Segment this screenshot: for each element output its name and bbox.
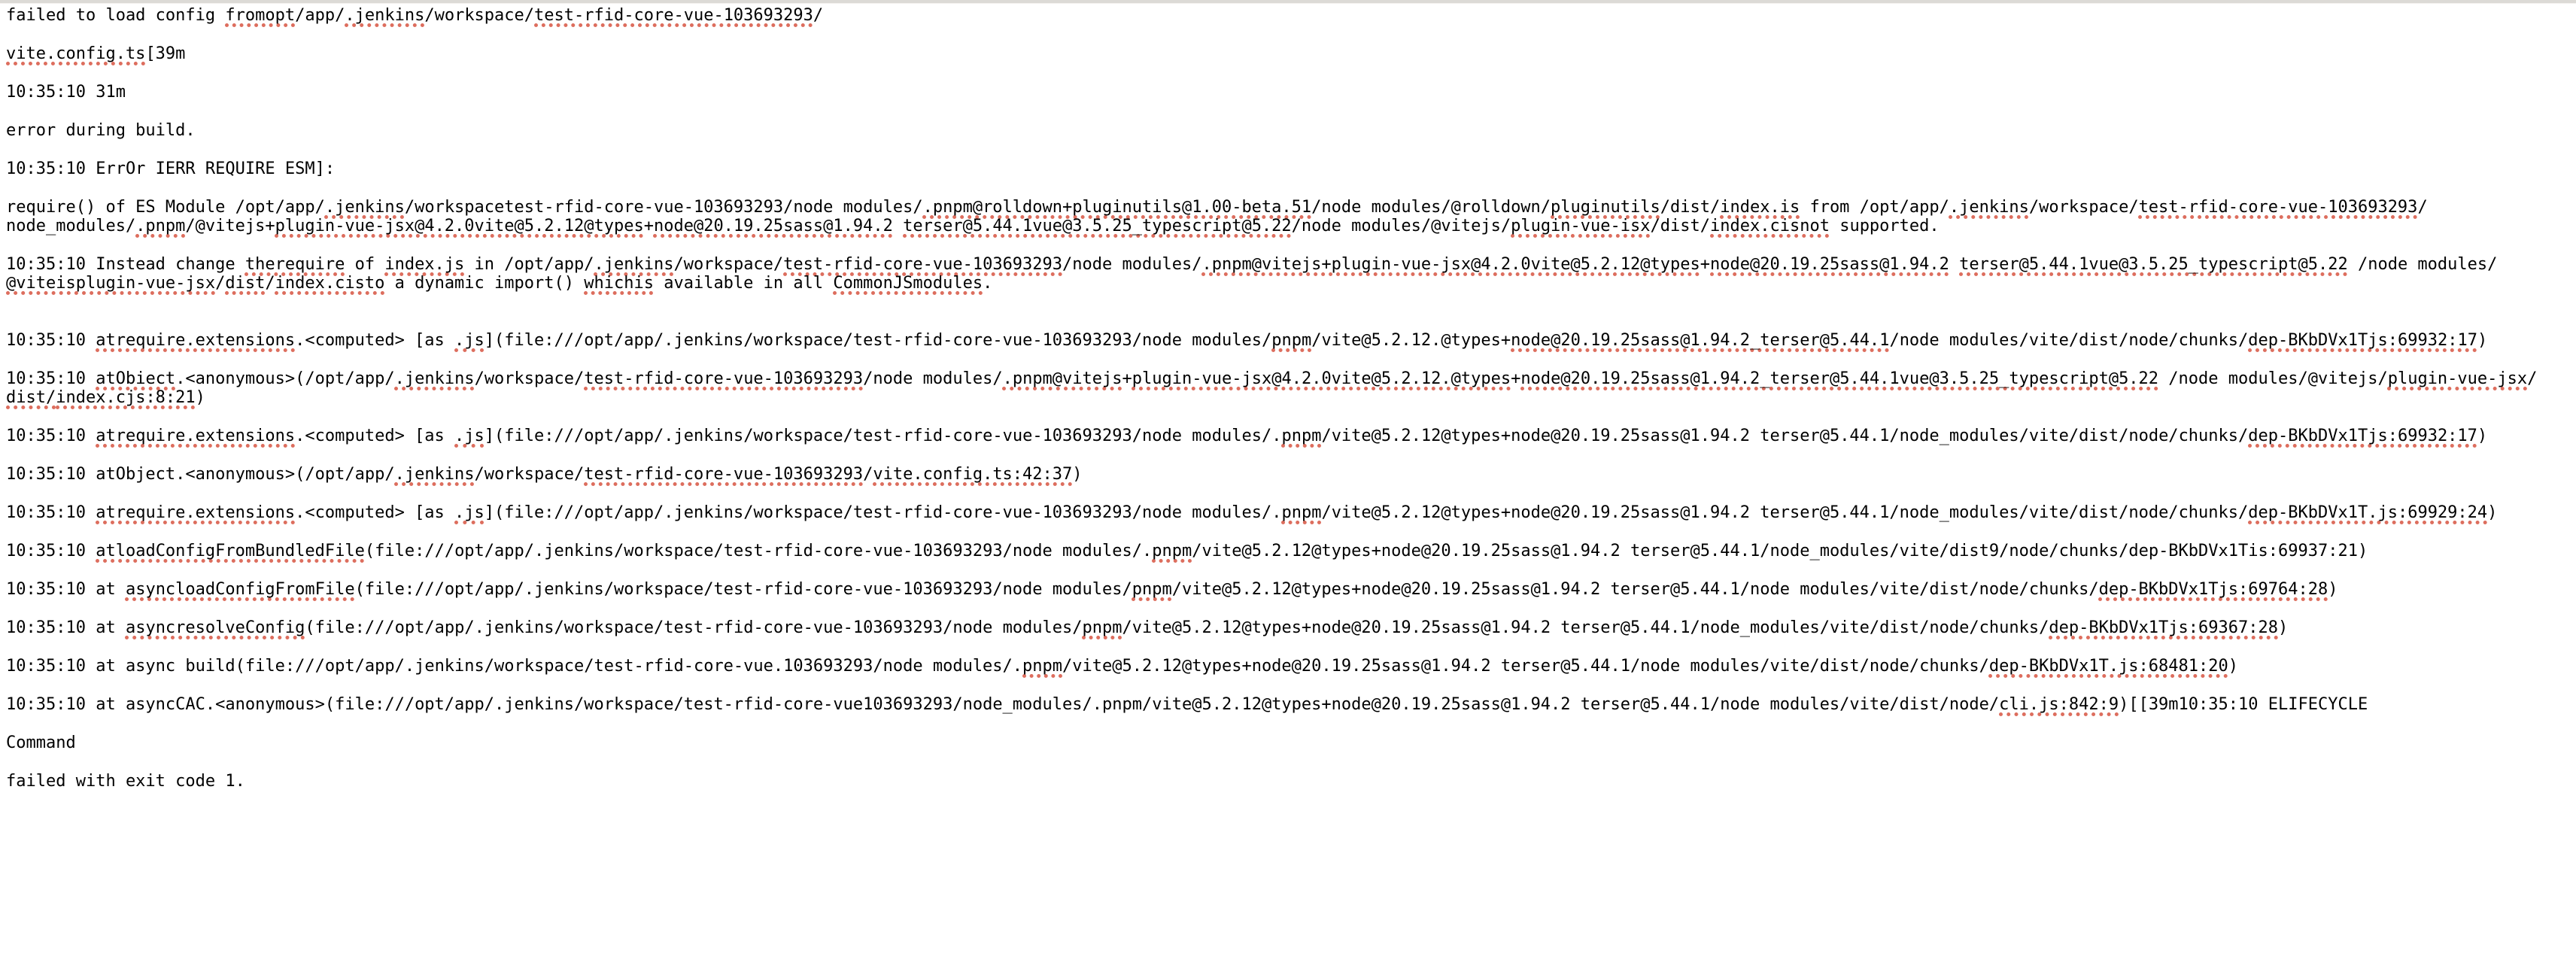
log-text: + xyxy=(1700,255,1710,274)
spellcheck-flagged-text: fromopt xyxy=(225,6,296,25)
log-text: / xyxy=(215,274,226,293)
spellcheck-flagged-text: .jenkins xyxy=(394,465,475,484)
spellcheck-flagged-text: node@20.19.25sass@1.94.2_terser@5.44.1vue@3.5.25_typescript@5.22 xyxy=(1520,369,2159,388)
log-line xyxy=(6,198,2553,235)
log-text: / xyxy=(265,274,275,293)
spellcheck-flagged-text: plugin-vue-jsx@4.2.0vite@5.2.12@types xyxy=(275,217,644,235)
log-text: .<computed> [as xyxy=(295,503,455,522)
log-text: + xyxy=(1511,369,1521,388)
log-text: /vite@5.2.12@types+node@20.19.25sass@1.94.2 terser@5.44.1/node_modules/vite/dist/node/chunks/ xyxy=(1321,427,2249,445)
log-line xyxy=(6,465,2553,484)
spellcheck-flagged-text: .jenkins xyxy=(594,255,674,274)
log-text: /workspace/ xyxy=(424,6,535,25)
log-line xyxy=(6,159,2553,178)
log-text: of xyxy=(345,255,385,274)
log-text: /dist/ xyxy=(1650,217,1710,235)
log-text xyxy=(1949,255,1959,274)
log-text: /workspace/ xyxy=(474,369,585,388)
spellcheck-flagged-text: test-rfid-core-vue-103693293 xyxy=(534,6,813,25)
log-text: /vite@5.2.12@types+node@20.19.25sass@1.94.2 terser@5.44.1/node_modules/vite/dist/node/chunks/ xyxy=(1321,503,2249,522)
spellcheck-flagged-text: test-rfid-core-vue-103693293 xyxy=(2138,198,2418,217)
spellcheck-flagged-text: dep-BKbDVx1T.js:69929:24 xyxy=(2248,503,2488,522)
log-text: ) xyxy=(2487,503,2498,522)
log-text: ) xyxy=(2278,618,2289,637)
log-text: /node modules/ xyxy=(2347,255,2498,274)
log-text: from /opt/app/ xyxy=(1800,198,1949,217)
log-text: /node modules/@vitejs/ xyxy=(1291,217,1511,235)
log-text: /app/ xyxy=(295,6,345,25)
log-text: /workspace/ xyxy=(673,255,784,274)
log-text: ) xyxy=(2328,580,2338,599)
log-text: /node modules/vite/dist/node/chunks/ xyxy=(1889,331,2249,350)
spellcheck-flagged-text: atrequire.extensions xyxy=(96,503,296,522)
log-text: /node modules/ xyxy=(863,369,1003,388)
spellcheck-flagged-text: .pnpm@rolldown+pluginutils@1.00-beta.51 xyxy=(922,198,1312,217)
log-line xyxy=(6,121,2553,140)
log-text: 10:35:10 at xyxy=(6,580,126,599)
spellcheck-flagged-text: .pnpm xyxy=(135,217,186,235)
log-text: ](file:///opt/app/.jenkins/workspace/test-rfid-core-vue-103693293/node modules/. xyxy=(484,503,1282,522)
spellcheck-flagged-text: node@20.19.25sass@1.94.2_terser@5.44.1 xyxy=(1511,331,1890,350)
log-text: a dynamic import() xyxy=(384,274,585,293)
log-text: + xyxy=(1122,369,1132,388)
spellcheck-flagged-text: dep-BKbDVx1Tjs:69932:17 xyxy=(2248,331,2477,350)
spellcheck-flagged-text: pnpm xyxy=(1281,427,1322,445)
log-text: 10:35:10 atObject.<anonymous>(/opt/app/ xyxy=(6,465,395,484)
spellcheck-flagged-text: index.is xyxy=(1720,198,1800,217)
spellcheck-flagged-text: pnpm xyxy=(1152,542,1192,560)
log-line xyxy=(6,255,2553,293)
spellcheck-flagged-text: plugin-vue-jsx@4.2.0vite@5.2.12.@types xyxy=(1132,369,1511,388)
spellcheck-flagged-text: pnpm xyxy=(1271,331,1312,350)
log-text: 10:35:10 xyxy=(6,503,96,522)
log-text: failed with exit code 1. xyxy=(6,772,245,791)
log-text: /vite@5.2.12@types+node@20.19.25sass@1.94.2 terser@5.44.1/node modules/vite/dist/node/chunks/ xyxy=(1171,580,2099,599)
build-log-output[interactable] xyxy=(0,4,2576,791)
spellcheck-flagged-text: .jenkins xyxy=(324,198,405,217)
spellcheck-flagged-text: asyncloadConfigFromFile xyxy=(125,580,355,599)
log-line xyxy=(6,657,2553,676)
log-text: [39m xyxy=(145,44,186,63)
log-line xyxy=(6,503,2553,522)
spellcheck-flagged-text: dep-BKbDVx1Tjs:69764:28 xyxy=(2098,580,2328,599)
spellcheck-flagged-text: cli.js:842:9 xyxy=(1999,695,2119,714)
log-text: supported. xyxy=(1829,217,1940,235)
spellcheck-flagged-text: CommonJSmodules xyxy=(833,274,983,293)
log-text: / xyxy=(863,465,873,484)
log-line xyxy=(6,695,2553,714)
spellcheck-flagged-text: therequire xyxy=(245,255,345,274)
log-line xyxy=(6,542,2553,560)
log-text: ) xyxy=(2228,657,2239,676)
spellcheck-flagged-text: .pnpm@vitejs+plugin-vue-jsx@4.2.0vite@5.2.12@types xyxy=(1201,255,1700,274)
spellcheck-flagged-text: pnpm xyxy=(1132,580,1172,599)
spellcheck-flagged-text: pnpm xyxy=(1022,657,1063,676)
spellcheck-flagged-text: asyncresolveConfig xyxy=(125,618,305,637)
log-text: 10:35:10 at xyxy=(6,618,126,637)
log-line xyxy=(6,83,2553,102)
log-text: /@vitejs+ xyxy=(185,217,275,235)
log-line xyxy=(6,331,2553,350)
spellcheck-flagged-text: dep-BKbDVx1Tjs:69367:28 xyxy=(2049,618,2278,637)
spellcheck-flagged-text: plugin-vue-jsx xyxy=(2387,369,2528,388)
log-text: 10:35:10 Instead change xyxy=(6,255,245,274)
spellcheck-flagged-text: node@20.19.25sass@1.94.2 xyxy=(1710,255,1949,274)
log-text: error during build. xyxy=(6,121,196,140)
log-line xyxy=(6,369,2553,407)
log-line xyxy=(6,772,2553,791)
spellcheck-flagged-text: test-rfid-core-vue-103693293 xyxy=(584,465,864,484)
log-text: .<computed> [as xyxy=(295,331,455,350)
log-text: (file:///opt/app/.jenkins/workspace/test-rfid-core-vue-103693293/node modules/. xyxy=(364,542,1153,560)
log-text: 10:35:10 at asyncCAC.<anonymous>(file:///opt/app/.jenkins/workspace/test-rfid-core-vue103693293/node_modules/.pnpm/vite@5.2.12@types+node@20.19.25sass@1.94.2 terser@5.44.1/node modules/vite/dist/node/ xyxy=(6,695,2000,714)
log-text: .<anonymous>(/opt/app/ xyxy=(175,369,395,388)
log-text: /node modules/@vitejs/ xyxy=(2158,369,2388,388)
log-text: /workspace/ xyxy=(2028,198,2139,217)
log-text: failed to load config xyxy=(6,6,226,25)
log-text: 10:35:10 31m xyxy=(6,83,126,102)
log-text: /node_modules/ xyxy=(6,198,2428,235)
log-text: 10:35:10 ErrOr IERR REQUIRE ESM]: xyxy=(6,159,336,178)
spellcheck-flagged-text: atrequire.extensions xyxy=(96,427,296,445)
spellcheck-flagged-text: .jenkins xyxy=(1949,198,2029,217)
log-text: .<computed> [as xyxy=(295,427,455,445)
spellcheck-flagged-text: test-rfid-core-vue-103693293 xyxy=(783,255,1063,274)
log-text: /vite@5.2.12@types+node@20.19.25sass@1.94.2 terser@5.44.1/node_modules/vite/dist/node/chunks/ xyxy=(1122,618,2049,637)
log-text: /workspace/ xyxy=(474,465,585,484)
log-text: /vite@5.2.12@types+node@20.19.25sass@1.94.2 terser@5.44.1/node_modules/vite/dist9/node/chunks/dep-BKbDVx1Tis:69937:21) xyxy=(1192,542,2368,560)
spellcheck-flagged-text: index.js xyxy=(384,255,465,274)
spellcheck-flagged-text: dist xyxy=(225,274,266,293)
spellcheck-flagged-text: pnpm xyxy=(1281,503,1322,522)
log-text: ) xyxy=(2477,331,2488,350)
spellcheck-flagged-text: atrequire.extensions xyxy=(96,331,296,350)
spellcheck-flagged-text: atloadConfigFromBundledFile xyxy=(96,542,365,560)
spellcheck-flagged-text: vite.config.ts xyxy=(6,44,146,63)
spellcheck-flagged-text: index.cisnot xyxy=(1710,217,1830,235)
log-text: available in all xyxy=(653,274,834,293)
log-line xyxy=(6,6,2553,25)
spellcheck-flagged-text: pnpm xyxy=(1082,618,1122,637)
log-text: ) xyxy=(195,388,205,407)
log-text: /workspacetest-rfid-core-vue-103693293/node modules/ xyxy=(404,198,923,217)
spellcheck-flagged-text: vite.config.ts:42:37 xyxy=(873,465,1073,484)
log-text: 10:35:10 xyxy=(6,427,96,445)
log-line xyxy=(6,734,2553,752)
spellcheck-flagged-text: .jenkins xyxy=(394,369,475,388)
log-text: 10:35:10 at async build(file:///opt/app/.jenkins/workspace/test-rfid-core-vue.103693293/node modules/. xyxy=(6,657,1023,676)
log-text: / xyxy=(2527,369,2538,388)
log-text: ](file:///opt/app/.jenkins/workspace/test-rfid-core-vue-103693293/node modules/. xyxy=(484,427,1282,445)
log-text: ) xyxy=(2477,427,2488,445)
log-text: )[[39m10:35:10 ELIFECYCLE xyxy=(2119,695,2368,714)
log-line xyxy=(6,580,2553,599)
spellcheck-flagged-text: terser@5.44.1vue@3.5.25_typescript@5.22 xyxy=(903,217,1292,235)
log-text: /vite@5.2.12@types+node@20.19.25sass@1.94.2 terser@5.44.1/node modules/vite/dist/node/chunks/ xyxy=(1062,657,1989,676)
log-text: /dist/ xyxy=(1660,198,1721,217)
log-text: (file:///opt/app/.jenkins/workspace/test-rfid-core-vue-103693293/node modules/ xyxy=(305,618,1083,637)
log-text: 10:35:10 xyxy=(6,542,96,560)
spellcheck-flagged-text: test-rfid-core-vue-103693293 xyxy=(584,369,864,388)
spellcheck-flagged-text: .js xyxy=(454,427,485,445)
log-text: + xyxy=(643,217,654,235)
spellcheck-flagged-text: whichis xyxy=(584,274,654,293)
spellcheck-flagged-text: .js xyxy=(454,331,485,350)
log-text: / xyxy=(813,6,824,25)
log-text: ) xyxy=(1072,465,1083,484)
spellcheck-flagged-text: plugin-vue-isx xyxy=(1511,217,1651,235)
log-text: /node modules/@rolldown/ xyxy=(1311,198,1551,217)
spellcheck-flagged-text: .js xyxy=(454,503,485,522)
log-text: in /opt/app/ xyxy=(464,255,594,274)
log-text: Command xyxy=(6,734,76,752)
log-text: /node modules/ xyxy=(1062,255,1202,274)
spellcheck-flagged-text: terser@5.44.1vue@3.5.25_typescript@5.22 xyxy=(1959,255,2348,274)
spellcheck-flagged-text: .jenkins xyxy=(345,6,425,25)
log-text: (file:///opt/app/.jenkins/workspace/test-rfid-core-vue-103693293/node modules/ xyxy=(354,580,1132,599)
log-text: 10:35:10 xyxy=(6,369,96,388)
log-text: . xyxy=(983,274,993,293)
log-line xyxy=(6,618,2553,637)
log-text: 10:35:10 xyxy=(6,331,96,350)
spellcheck-flagged-text: node@20.19.25sass@1.94.2 xyxy=(653,217,893,235)
log-text: require() of ES Module /opt/app/ xyxy=(6,198,325,217)
spellcheck-flagged-text: atObiect xyxy=(96,369,176,388)
log-text: /vite@5.2.12.@types+ xyxy=(1311,331,1511,350)
spellcheck-flagged-text: pluginutils xyxy=(1551,198,1660,217)
spellcheck-flagged-text: dist/index.cjs:8:21 xyxy=(6,388,196,407)
log-text xyxy=(893,217,903,235)
spellcheck-flagged-text: .pnpm@vitejs xyxy=(1002,369,1122,388)
log-line xyxy=(6,427,2553,445)
spellcheck-flagged-text: @viteisplugin-vue-jsx xyxy=(6,274,216,293)
spellcheck-flagged-text: dep-BKbDVx1Tjs:69932:17 xyxy=(2248,427,2477,445)
log-text: ](file:///opt/app/.jenkins/workspace/test-rfid-core-vue-103693293/node modules/ xyxy=(484,331,1272,350)
log-line xyxy=(6,44,2553,63)
spellcheck-flagged-text: dep-BKbDVx1T.js:68481:20 xyxy=(1988,657,2228,676)
spellcheck-flagged-text: index.cisto xyxy=(275,274,385,293)
